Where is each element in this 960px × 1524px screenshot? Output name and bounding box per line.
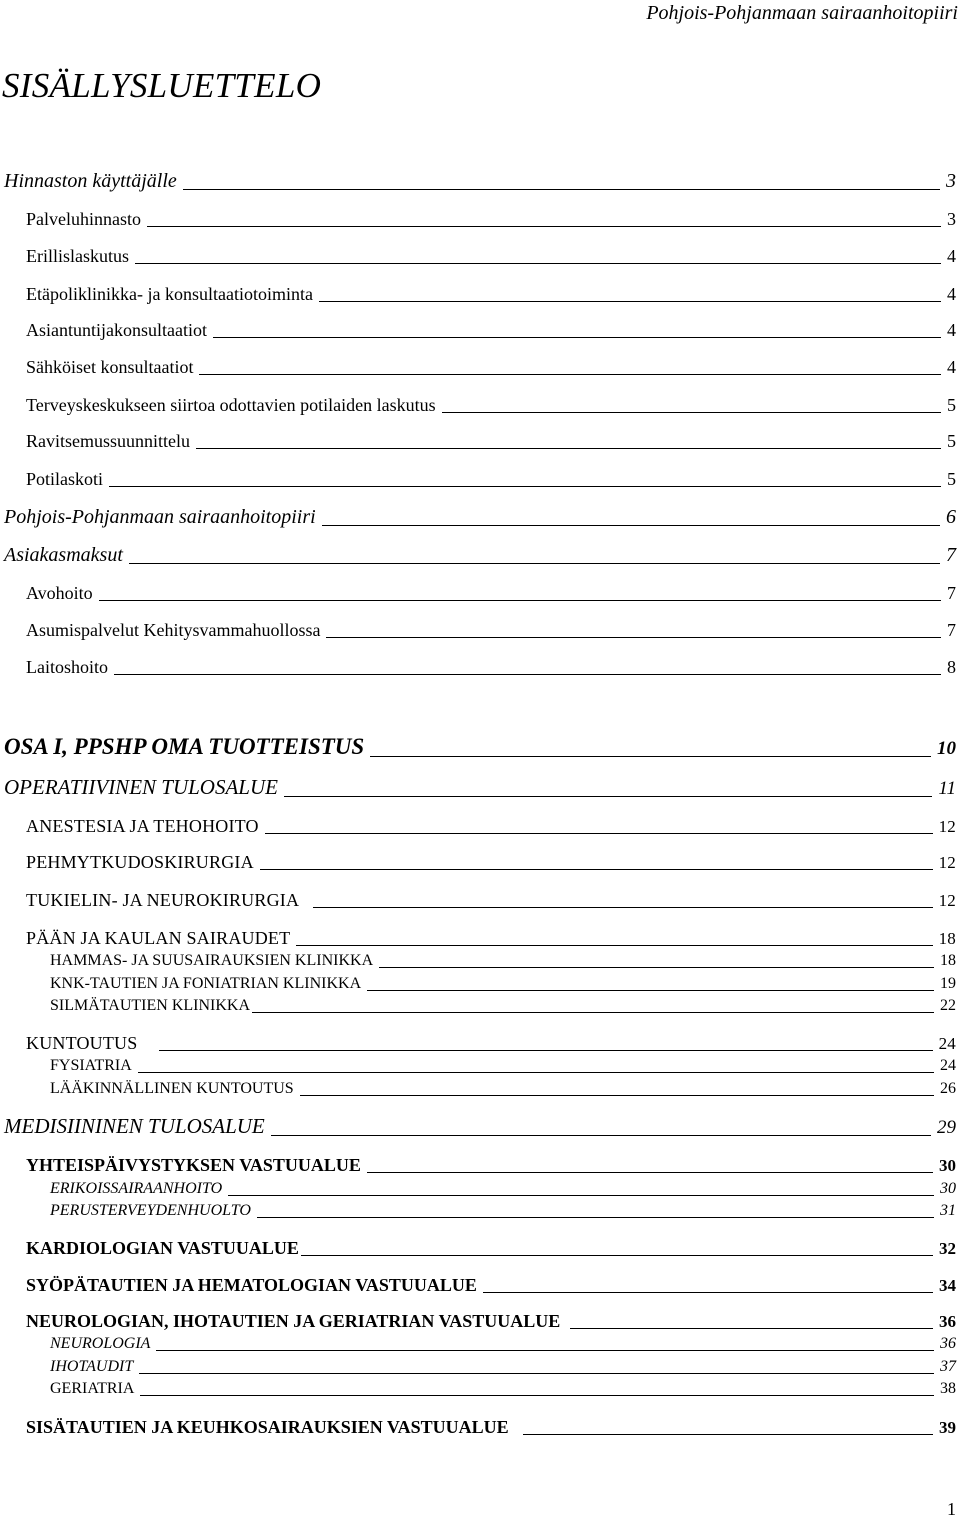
toc-leader xyxy=(156,1350,934,1351)
toc-entry-text: Potilaskoti xyxy=(26,469,104,489)
toc-entry-page: 4 xyxy=(947,320,956,340)
toc-leader xyxy=(271,1135,931,1136)
toc-leader xyxy=(199,374,941,375)
toc-entry[interactable] xyxy=(26,853,956,871)
toc-entry[interactable] xyxy=(50,1058,956,1074)
toc-entry-page: 5 xyxy=(947,469,956,489)
toc-entry[interactable] xyxy=(26,470,956,488)
toc-entry-page: 29 xyxy=(937,1117,956,1138)
toc-entry-page: 39 xyxy=(939,1418,956,1437)
toc-entry-page: 36 xyxy=(940,1335,956,1352)
toc-entry-page: 30 xyxy=(940,1180,956,1197)
toc-leader xyxy=(370,756,931,757)
toc-entry-page: 30 xyxy=(939,1156,956,1175)
toc-entry-text: OPERATIIVINEN TULOSALUE xyxy=(4,775,278,799)
toc-entry[interactable] xyxy=(26,1034,956,1052)
toc-leader xyxy=(140,1395,934,1396)
toc-entry-text: Asiakasmaksut xyxy=(4,544,123,566)
toc-entry-text: MEDISIININEN TULOSALUE xyxy=(4,1114,265,1138)
toc-leader xyxy=(260,869,933,870)
toc-entry-page: 31 xyxy=(940,1202,956,1219)
toc-leader xyxy=(442,412,941,413)
toc-entry-page: 5 xyxy=(947,431,956,451)
toc-entry[interactable] xyxy=(4,507,956,527)
toc-leader xyxy=(296,945,932,946)
toc-entry-text: GERIATRIA xyxy=(50,1380,135,1397)
toc-leader xyxy=(367,1172,933,1173)
toc-entry[interactable] xyxy=(26,1156,956,1174)
toc-leader xyxy=(196,448,941,449)
toc-leader xyxy=(483,1292,933,1293)
toc-entry-text: KNK-TAUTIEN JA FONIATRIAN KLINIKKA xyxy=(50,975,362,992)
toc-entry-page: 7 xyxy=(947,583,956,603)
toc-entry-page: 4 xyxy=(947,357,956,377)
toc-entry-text: KARDIOLOGIAN VASTUUALUE xyxy=(26,1238,299,1258)
toc-entry[interactable] xyxy=(4,1116,956,1137)
toc-entry-page: 22 xyxy=(940,997,956,1014)
toc-entry-text: PEHMYTKUDOSKIRURGIA xyxy=(26,852,254,872)
toc-leader xyxy=(129,563,940,564)
toc-entry-text: Erillislaskutus xyxy=(26,246,129,266)
toc-entry[interactable] xyxy=(26,358,956,376)
toc-entry-page: 7 xyxy=(946,544,956,566)
toc-entry[interactable] xyxy=(26,891,956,909)
toc-entry-page: 4 xyxy=(947,284,956,304)
toc-entry-text: KUNTOUTUS xyxy=(26,1033,138,1053)
toc-leader xyxy=(326,637,941,638)
toc-entry-page: 38 xyxy=(940,1380,956,1397)
toc-entry[interactable] xyxy=(4,777,956,798)
toc-entry-text: OSA I, PPSHP OMA TUOTTEISTUS xyxy=(4,734,365,759)
toc-entry-text: SYÖPÄTAUTIEN JA HEMATOLOGIAN VASTUUALUE xyxy=(26,1275,477,1295)
toc-leader xyxy=(523,1434,933,1435)
toc-leader xyxy=(570,1328,933,1329)
toc-entry[interactable] xyxy=(4,545,956,565)
toc-entry-text: FYSIATRIA xyxy=(50,1057,132,1074)
toc-entry-text: Terveyskeskukseen siirtoa odottavien potilaiden laskutus xyxy=(26,395,436,415)
toc-entry-text: Hinnaston käyttäjälle xyxy=(4,170,177,192)
toc-leader xyxy=(313,907,932,908)
toc-entry-page: 34 xyxy=(939,1276,956,1295)
toc-entry-text: SISÄTAUTIEN JA KEUHKOSAIRAUKSIEN VASTUUALUE xyxy=(26,1417,509,1437)
toc-entry-text: LÄÄKINNÄLLINEN KUNTOUTUS xyxy=(50,1080,294,1097)
toc-leader xyxy=(99,600,941,601)
toc-entry-text: Pohjois-Pohjanmaan sairaanhoitopiiri xyxy=(4,506,316,528)
toc-entry-text: SILMÄTAUTIEN KLINIKKA xyxy=(50,997,251,1014)
toc-entry[interactable] xyxy=(26,929,956,947)
toc-entry[interactable] xyxy=(50,1081,956,1097)
toc-entry-page: 12 xyxy=(938,891,956,910)
toc-entry[interactable] xyxy=(26,817,956,835)
toc-entry-page: 6 xyxy=(946,506,956,528)
toc-entry[interactable] xyxy=(26,584,956,602)
toc-entry-text: IHOTAUDIT xyxy=(50,1358,134,1375)
toc-entry-page: 10 xyxy=(937,738,956,759)
toc-leader xyxy=(319,301,941,302)
toc-entry-page: 4 xyxy=(947,246,956,266)
toc-entry-text: HAMMAS- JA SUUSAIRAUKSIEN KLINIKKA xyxy=(50,952,374,969)
running-header: Pohjois-Pohjanmaan sairaanhoitopiiri xyxy=(646,2,958,24)
toc-leader xyxy=(301,1255,933,1256)
toc-entry-page: 26 xyxy=(940,1080,956,1097)
toc-leader xyxy=(183,189,940,190)
toc-entry-page: 36 xyxy=(939,1312,956,1331)
toc-leader xyxy=(300,1095,934,1096)
toc-entry-page: 37 xyxy=(940,1358,956,1375)
toc-entry[interactable] xyxy=(26,1418,956,1436)
toc-leader xyxy=(367,990,934,991)
toc-entry[interactable] xyxy=(26,210,956,228)
toc-entry-text: Avohoito xyxy=(26,583,93,603)
toc-entry[interactable] xyxy=(26,658,956,676)
toc-entry-page: 18 xyxy=(938,929,956,948)
toc-entry[interactable] xyxy=(26,1312,956,1330)
toc-entry[interactable] xyxy=(50,953,956,969)
toc-entry[interactable] xyxy=(50,1381,956,1397)
toc-leader xyxy=(138,1072,934,1073)
page-number: 1 xyxy=(947,1499,956,1519)
toc-entry-text: Ravitsemussuunnittelu xyxy=(26,431,190,451)
toc-entry[interactable] xyxy=(26,247,956,265)
toc-entry[interactable] xyxy=(50,1181,956,1197)
toc-leader xyxy=(379,967,934,968)
toc-entry[interactable] xyxy=(50,976,956,992)
toc-entry-text: NEUROLOGIAN, IHOTAUTIEN JA GERIATRIAN VASTUUALUE xyxy=(26,1311,561,1331)
toc-entry-text: YHTEISPÄIVYSTYKSEN VASTUUALUE xyxy=(26,1155,361,1175)
toc-leader xyxy=(265,833,933,834)
toc-leader xyxy=(322,525,940,526)
toc-entry-page: 3 xyxy=(946,170,956,192)
toc-entry-page: 24 xyxy=(938,1034,956,1053)
toc-entry[interactable] xyxy=(26,396,956,414)
toc-entry[interactable] xyxy=(4,735,956,758)
toc-entry-page: 24 xyxy=(940,1057,956,1074)
toc-entry-page: 12 xyxy=(938,853,956,872)
toc-entry-text: PERUSTERVEYDENHUOLTO xyxy=(50,1202,251,1219)
toc-entry-text: Asumispalvelut Kehitysvammahuollossa xyxy=(26,620,321,640)
toc-entry-page: 12 xyxy=(938,817,956,836)
toc-entry[interactable] xyxy=(26,1239,956,1257)
toc-leader xyxy=(159,1050,932,1051)
toc-entry-text: Sähköiset konsultaatiot xyxy=(26,357,194,377)
toc-entry-text: Etäpoliklinikka- ja konsultaatiotoiminta xyxy=(26,284,313,304)
toc-entry-text: NEUROLOGIA xyxy=(50,1335,151,1352)
toc-entry[interactable] xyxy=(26,321,956,339)
toc-leader xyxy=(213,337,941,338)
toc-leader xyxy=(284,796,932,797)
toc-entry-text: Asiantuntijakonsultaatiot xyxy=(26,320,207,340)
toc-entry[interactable] xyxy=(4,171,956,191)
toc-entry-page: 11 xyxy=(938,778,956,799)
toc-entry-page: 3 xyxy=(947,209,956,229)
toc-entry-page: 18 xyxy=(940,952,956,969)
toc-entry-page: 7 xyxy=(947,620,956,640)
toc-entry[interactable] xyxy=(26,285,956,303)
toc-entry-text: ANESTESIA JA TEHOHOITO xyxy=(26,816,259,836)
toc-entry-text: ERIKOISSAIRAANHOITO xyxy=(50,1180,223,1197)
toc-entry[interactable] xyxy=(50,1203,956,1219)
toc-entry-page: 32 xyxy=(939,1239,956,1258)
toc-leader xyxy=(147,226,941,227)
toc-leader xyxy=(252,1012,934,1013)
toc-entry[interactable] xyxy=(26,621,956,639)
toc-entry-text: Palveluhinnasto xyxy=(26,209,141,229)
toc-entry-page: 5 xyxy=(947,395,956,415)
document-title: SISÄLLYSLUETTELO xyxy=(2,66,322,105)
toc-entry[interactable] xyxy=(50,1359,956,1375)
toc-entry[interactable] xyxy=(26,1276,956,1294)
toc-leader xyxy=(228,1195,934,1196)
toc-entry[interactable] xyxy=(50,1336,956,1352)
toc-entry-text: TUKIELIN- JA NEUROKIRURGIA xyxy=(26,890,300,910)
toc-leader xyxy=(139,1373,934,1374)
toc-leader xyxy=(135,263,941,264)
toc-leader xyxy=(109,486,941,487)
toc-leader xyxy=(114,674,941,675)
toc-entry-text: PÄÄN JA KAULAN SAIRAUDET xyxy=(26,928,291,948)
toc-leader xyxy=(257,1217,934,1218)
toc-entry-page: 19 xyxy=(940,975,956,992)
toc-entry-page: 8 xyxy=(947,657,956,677)
toc-entry[interactable] xyxy=(50,998,956,1014)
toc-entry[interactable] xyxy=(26,432,956,450)
toc-entry-text: Laitoshoito xyxy=(26,657,108,677)
